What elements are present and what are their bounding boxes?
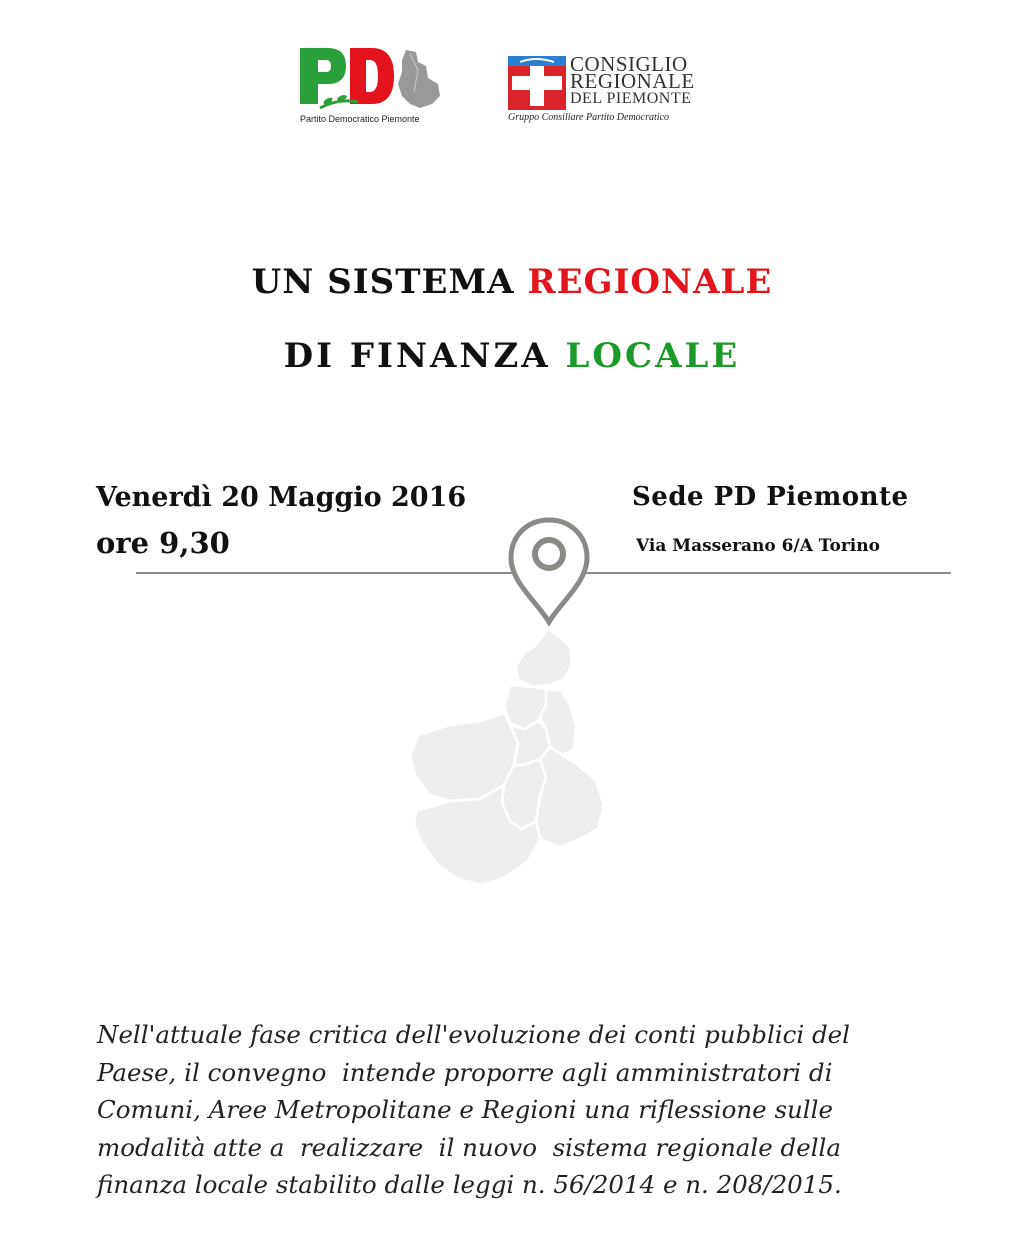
- event-description: [97, 1016, 937, 1204]
- consiglio-text: [570, 52, 695, 107]
- title-line1-highlight: REGIONALE: [527, 262, 773, 302]
- title-line2-highlight: LOCALE: [565, 336, 741, 376]
- event-address: Via Masserano 6/A Torino: [636, 536, 880, 556]
- title-line-2: [0, 336, 1024, 376]
- description-line: Comuni, Aree Metropolitane e Regioni una riflessione sulle: [97, 1095, 833, 1124]
- consiglio-line3: DEL PIEMONTE: [570, 90, 692, 107]
- consiglio-subtitle: Gruppo Consiliare Partito Democratico: [508, 112, 670, 123]
- event-date: Venerdì 20 Maggio 2016: [96, 482, 467, 513]
- header-logos: [0, 44, 1024, 134]
- piemonte-map-icon: [400, 625, 610, 890]
- title-line1-part1: UN SISTEMA: [251, 262, 528, 302]
- description-line: Nell'attuale fase critica dell'evoluzione dei conti pubblici del: [97, 1020, 850, 1049]
- title-line-1: [0, 262, 1024, 302]
- consiglio-line2: REGIONALE: [570, 69, 695, 93]
- description-line: modalità atte a realizzare il nuovo sistema regionale della: [97, 1132, 841, 1162]
- description-line: Paese, il convegno intende proporre agli amministratori di: [97, 1057, 833, 1087]
- description-line: finanza locale stabilito dalle leggi n. 56/2014 e n. 208/2015.: [97, 1170, 842, 1199]
- title-line2-part1: DI FINANZA: [283, 336, 566, 376]
- event-time: ore 9,30: [96, 526, 230, 560]
- event-place: Sede PD Piemonte: [632, 482, 909, 512]
- location-pin-icon: [507, 516, 591, 628]
- consiglio-line1: CONSIGLIO: [570, 52, 688, 76]
- pd-caption: Partito Democratico Piemonte: [300, 114, 420, 124]
